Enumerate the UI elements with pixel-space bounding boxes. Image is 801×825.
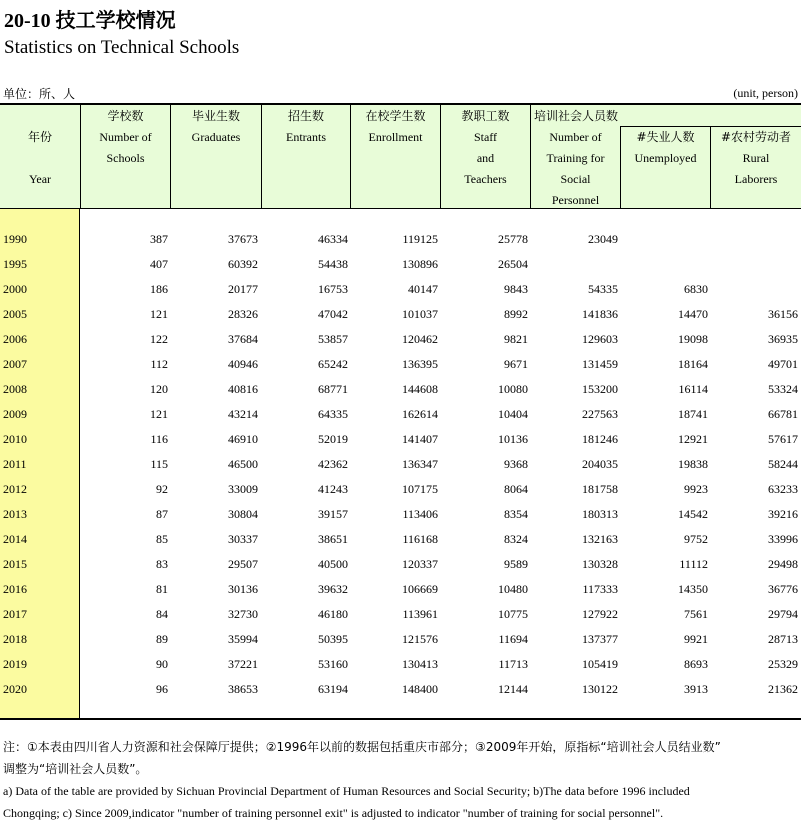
table-row <box>0 552 801 577</box>
cell-entrants: 65242 <box>318 357 348 371</box>
note-en-line2: Chongqing; c) Since 2009,indicator "number of training personnel exit" is adjusted to indicator "number of training for social personnel". <box>3 806 664 820</box>
cell-entrants: 39632 <box>318 582 348 596</box>
cell-schools: 407 <box>150 257 168 271</box>
cell-grad: 46500 <box>228 457 258 471</box>
cell-year: 1990 <box>3 232 27 246</box>
cell-rural: 29794 <box>768 607 798 621</box>
cell-entrants: 41243 <box>318 482 348 496</box>
cell-entrants: 52019 <box>318 432 348 446</box>
cell-training: 23049 <box>588 232 618 246</box>
cell-training: 227563 <box>582 407 618 421</box>
cell-grad: 38653 <box>228 682 258 696</box>
cell-schools: 387 <box>150 232 168 246</box>
cell-unemp: 6830 <box>684 282 708 296</box>
cell-training: 130122 <box>582 682 618 696</box>
table-row <box>0 652 801 677</box>
cell-rural: 66781 <box>768 407 798 421</box>
table-body <box>0 209 801 719</box>
cell-unemp: 9752 <box>684 532 708 546</box>
cell-unemp: 19098 <box>678 332 708 346</box>
cell-training: 54335 <box>588 282 618 296</box>
page-title-cn: 20-10 技工学校情况 <box>4 10 176 32</box>
cell-entrants: 64335 <box>318 407 348 421</box>
cell-year: 2014 <box>3 532 27 546</box>
cell-grad: 30337 <box>228 532 258 546</box>
table-header <box>0 103 801 209</box>
cell-year: 2013 <box>3 507 27 521</box>
cell-training: 127922 <box>582 607 618 621</box>
cell-staff: 8064 <box>504 482 528 496</box>
cell-unemp: 9923 <box>684 482 708 496</box>
cell-schools: 115 <box>150 457 168 471</box>
cell-enroll: 119125 <box>402 232 438 246</box>
cell-rural: 29498 <box>768 557 798 571</box>
cell-enroll: 130413 <box>402 657 438 671</box>
cell-rural: 33996 <box>768 532 798 546</box>
cell-year: 2010 <box>3 432 27 446</box>
cell-schools: 122 <box>150 332 168 346</box>
cell-grad: 30136 <box>228 582 258 596</box>
cell-unemp: 11112 <box>679 557 708 571</box>
cell-enroll: 144608 <box>402 382 438 396</box>
cell-grad: 46910 <box>228 432 258 446</box>
cell-staff: 10080 <box>498 382 528 396</box>
cell-unemp: 8693 <box>684 657 708 671</box>
cell-enroll: 107175 <box>402 482 438 496</box>
cell-enroll: 106669 <box>402 582 438 596</box>
cell-year: 2016 <box>3 582 27 596</box>
cell-grad: 37684 <box>228 332 258 346</box>
cell-unemp: 7561 <box>684 607 708 621</box>
cell-year: 2000 <box>3 282 27 296</box>
table-row <box>0 677 801 702</box>
cell-grad: 37221 <box>228 657 258 671</box>
cell-staff: 26504 <box>498 257 528 271</box>
cell-enroll: 136347 <box>402 457 438 471</box>
cell-schools: 186 <box>150 282 168 296</box>
cell-year: 2005 <box>3 307 27 321</box>
cell-staff: 10775 <box>498 607 528 621</box>
cell-staff: 10480 <box>498 582 528 596</box>
table-row <box>0 302 801 327</box>
header-entrants: 招生数 Entrants <box>286 109 326 144</box>
cell-schools: 81 <box>156 582 168 596</box>
cell-entrants: 68771 <box>318 382 348 396</box>
cell-entrants: 63194 <box>318 682 348 696</box>
cell-rural: 36776 <box>768 582 798 596</box>
cell-unemp: 18741 <box>678 407 708 421</box>
cell-schools: 87 <box>156 507 168 521</box>
table-row <box>0 327 801 352</box>
cell-schools: 89 <box>156 632 168 646</box>
cell-grad: 20177 <box>228 282 258 296</box>
header-training: Number of Training for Social Personnel <box>546 130 605 207</box>
cell-schools: 85 <box>156 532 168 546</box>
cell-staff: 8992 <box>504 307 528 321</box>
cell-staff: 9821 <box>504 332 528 346</box>
cell-rural: 49701 <box>768 357 798 371</box>
note-cn-line2: 调整为“培训社会人员数”。 <box>3 762 148 776</box>
cell-staff: 10136 <box>498 432 528 446</box>
cell-entrants: 42362 <box>318 457 348 471</box>
cell-training: 129603 <box>582 332 618 346</box>
table-row <box>0 227 801 252</box>
header-training-group: 培训社会人员数 <box>534 109 619 123</box>
table-row <box>0 602 801 627</box>
cell-grad: 60392 <box>228 257 258 271</box>
cell-unemp: 3913 <box>684 682 708 696</box>
header-graduates: 毕业生数 Graduates <box>191 109 241 144</box>
cell-year: 1995 <box>3 257 27 271</box>
cell-unemp: 14470 <box>678 307 708 321</box>
cell-schools: 90 <box>156 657 168 671</box>
cell-entrants: 50395 <box>318 632 348 646</box>
cell-training: 130328 <box>582 557 618 571</box>
unit-label-en: (unit, person) <box>733 86 798 100</box>
cell-rural: 57617 <box>768 432 798 446</box>
cell-staff: 10404 <box>498 407 528 421</box>
cell-training: 180313 <box>582 507 618 521</box>
header-enrollment: 在校学生数 Enrollment <box>365 109 426 144</box>
cell-schools: 96 <box>156 682 168 696</box>
cell-entrants: 46180 <box>318 607 348 621</box>
table-row <box>0 277 801 302</box>
cell-year: 2007 <box>3 357 27 371</box>
cell-grad: 43214 <box>228 407 258 421</box>
cell-training: 105419 <box>582 657 618 671</box>
cell-schools: 92 <box>156 482 168 496</box>
cell-enroll: 121576 <box>402 632 438 646</box>
cell-rural: 53324 <box>768 382 798 396</box>
cell-training: 131459 <box>582 357 618 371</box>
table-row <box>0 252 801 277</box>
cell-entrants: 54438 <box>318 257 348 271</box>
cell-schools: 83 <box>156 557 168 571</box>
cell-enroll: 113961 <box>402 607 438 621</box>
cell-grad: 37673 <box>228 232 258 246</box>
cell-unemp: 12921 <box>678 432 708 446</box>
cell-enroll: 130896 <box>402 257 438 271</box>
cell-year: 2020 <box>3 682 27 696</box>
table-row <box>0 452 801 477</box>
cell-entrants: 53160 <box>318 657 348 671</box>
cell-entrants: 38651 <box>318 532 348 546</box>
cell-staff: 12144 <box>498 682 528 696</box>
cell-enroll: 120337 <box>402 557 438 571</box>
cell-rural: 58244 <box>768 457 798 471</box>
cell-enroll: 113406 <box>402 507 438 521</box>
cell-staff: 8354 <box>504 507 528 521</box>
cell-schools: 121 <box>150 307 168 321</box>
table-row <box>0 577 801 602</box>
table-row <box>0 377 801 402</box>
cell-rural: 36935 <box>768 332 798 346</box>
table-bottom-rule <box>0 718 801 720</box>
cell-staff: 9368 <box>504 457 528 471</box>
table-row <box>0 352 801 377</box>
cell-entrants: 39157 <box>318 507 348 521</box>
cell-unemp: 14350 <box>678 582 708 596</box>
cell-enroll: 120462 <box>402 332 438 346</box>
cell-grad: 32730 <box>228 607 258 621</box>
cell-entrants: 53857 <box>318 332 348 346</box>
cell-schools: 84 <box>156 607 168 621</box>
cell-year: 2018 <box>3 632 27 646</box>
header-year: 年份 Year <box>27 130 52 186</box>
cell-staff: 9589 <box>504 557 528 571</box>
table-row <box>0 427 801 452</box>
cell-entrants: 46334 <box>318 232 348 246</box>
unit-label-cn: 单位：所、人 <box>3 87 76 101</box>
cell-rural: 21362 <box>768 682 798 696</box>
cell-schools: 112 <box>150 357 168 371</box>
cell-staff: 9843 <box>504 282 528 296</box>
cell-year: 2011 <box>3 457 27 471</box>
cell-grad: 40816 <box>228 382 258 396</box>
cell-schools: 121 <box>150 407 168 421</box>
table-row <box>0 402 801 427</box>
note-cn-line1: 注：①本表由四川省人力资源和社会保障厅提供；②1996年以前的数据包括重庆市部分；③2009年开始，原指标“培训社会人员结业数” <box>3 740 721 754</box>
cell-staff: 9671 <box>504 357 528 371</box>
cell-unemp: 16114 <box>678 382 708 396</box>
cell-training: 141836 <box>582 307 618 321</box>
table-row <box>0 477 801 502</box>
cell-grad: 29507 <box>228 557 258 571</box>
cell-enroll: 40147 <box>408 282 438 296</box>
cell-unemp: 19838 <box>678 457 708 471</box>
cell-staff: 11713 <box>498 657 528 671</box>
cell-grad: 35994 <box>228 632 258 646</box>
cell-staff: 25778 <box>498 232 528 246</box>
cell-year: 2006 <box>3 332 27 346</box>
cell-staff: 11694 <box>498 632 528 646</box>
cell-training: 137377 <box>582 632 618 646</box>
cell-rural: 39216 <box>768 507 798 521</box>
cell-rural: 28713 <box>768 632 798 646</box>
cell-entrants: 47042 <box>318 307 348 321</box>
table-row <box>0 627 801 652</box>
cell-rural: 25329 <box>768 657 798 671</box>
cell-enroll: 141407 <box>402 432 438 446</box>
cell-enroll: 148400 <box>402 682 438 696</box>
cell-grad: 40946 <box>228 357 258 371</box>
header-rural: #农村劳动者 Rural Laborers <box>720 130 792 186</box>
cell-enroll: 116168 <box>402 532 438 546</box>
cell-training: 204035 <box>582 457 618 471</box>
cell-training: 117333 <box>582 582 618 596</box>
cell-grad: 30804 <box>228 507 258 521</box>
cell-year: 2019 <box>3 657 27 671</box>
cell-training: 153200 <box>582 382 618 396</box>
header-schools: 学校数 Number of Schools <box>99 109 152 165</box>
cell-year: 2017 <box>3 607 27 621</box>
cell-year: 2015 <box>3 557 27 571</box>
cell-schools: 116 <box>150 432 168 446</box>
cell-year: 2009 <box>3 407 27 421</box>
cell-unemp: 14542 <box>678 507 708 521</box>
header-unemployed: #失业人数 Unemployed <box>634 130 697 165</box>
cell-entrants: 40500 <box>318 557 348 571</box>
cell-schools: 120 <box>150 382 168 396</box>
cell-staff: 8324 <box>504 532 528 546</box>
cell-rural: 36156 <box>768 307 798 321</box>
cell-training: 132163 <box>582 532 618 546</box>
cell-entrants: 16753 <box>318 282 348 296</box>
note-en-line1: a) Data of the table are provided by Sichuan Provincial Department of Human Resources and Social Security; b)The data before 1996 included <box>3 784 690 798</box>
cell-year: 2012 <box>3 482 27 496</box>
page-title-en: Statistics on Technical Schools <box>4 37 240 58</box>
cell-unemp: 18164 <box>678 357 708 371</box>
header-staff: 教职工数 Staff and Teachers <box>461 109 510 186</box>
cell-rural: 63233 <box>768 482 798 496</box>
cell-training: 181758 <box>582 482 618 496</box>
cell-grad: 28326 <box>228 307 258 321</box>
cell-grad: 33009 <box>228 482 258 496</box>
cell-enroll: 101037 <box>402 307 438 321</box>
cell-training: 181246 <box>582 432 618 446</box>
cell-unemp: 9921 <box>684 632 708 646</box>
table-row <box>0 527 801 552</box>
cell-enroll: 162614 <box>402 407 438 421</box>
table-row <box>0 502 801 527</box>
cell-year: 2008 <box>3 382 27 396</box>
cell-enroll: 136395 <box>402 357 438 371</box>
